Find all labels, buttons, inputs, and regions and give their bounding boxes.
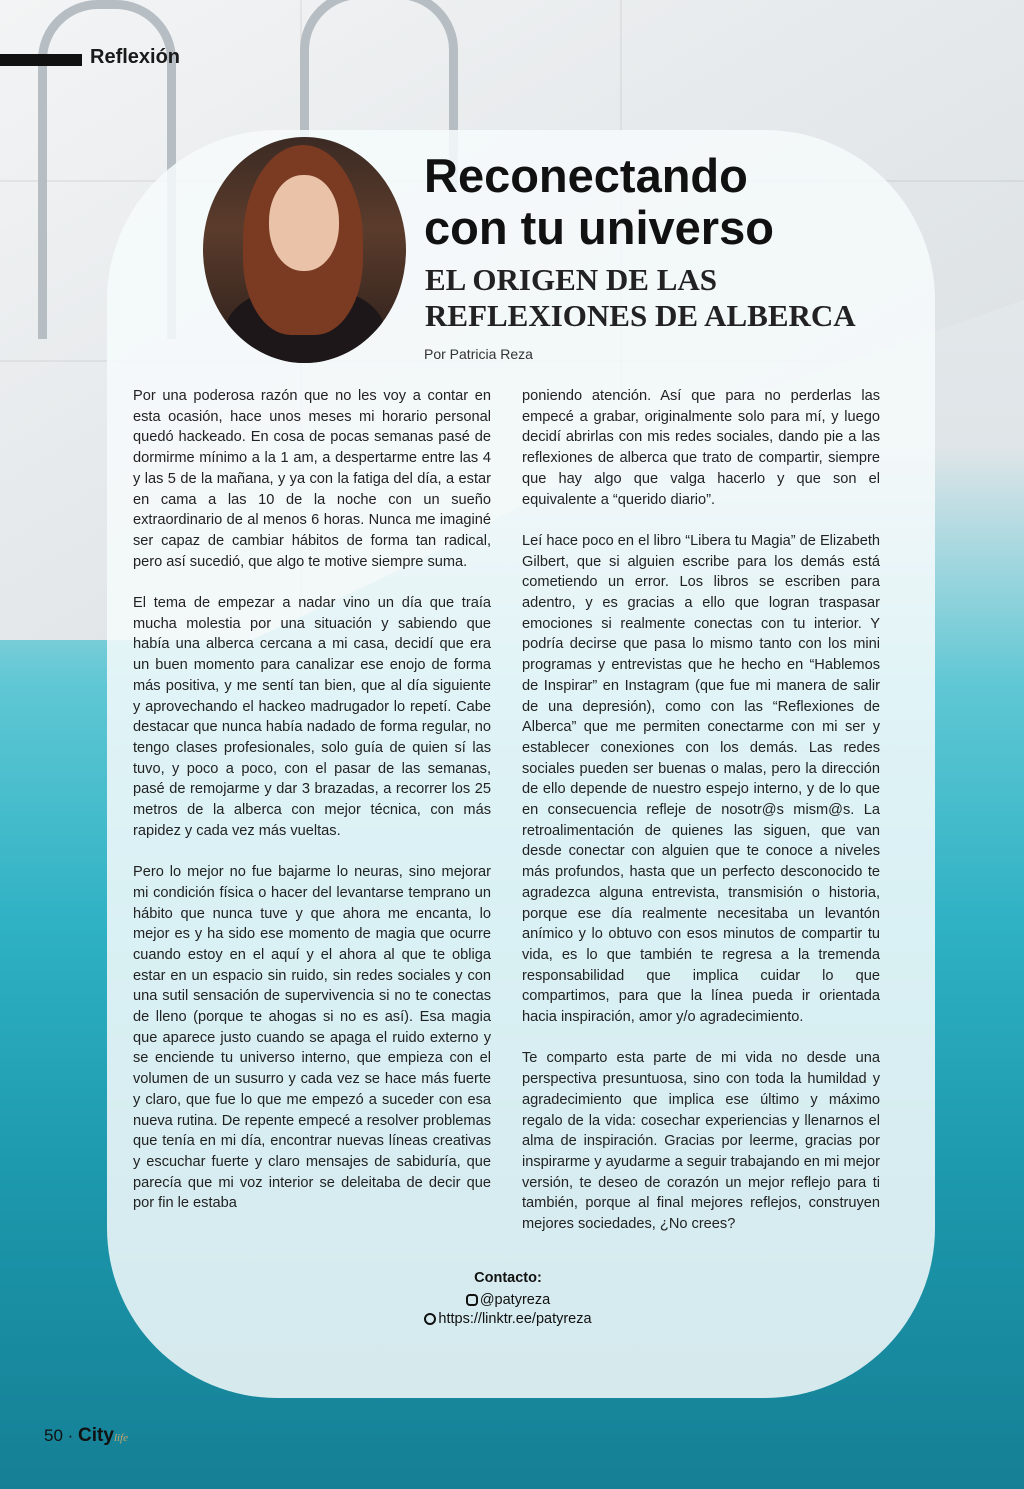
paragraph: Leí hace poco en el libro “Libera tu Magia” de Elizabeth Gilbert, que si alguien escribe para los demás está cometiendo un error. Los libros se escriben para adentro, y es gracias a ello que logran traspasar emociones si realmente conectas con tu interior. Y podría decirse que pasa lo mismo tanto con los mini programas y entrevistas que he hecho en “Hablemos de Inspirar” en Instagram (que fue mi manera de salir de una depresión), como con las “Reflexiones de Alberca” que me permiten conectarme con mi ser y establecer conexiones con los demás. Las redes sociales pueden ser buenas o malas, pero la dirección de ello depende de nuestro espejo interno, y de lo que en consecuencia refleje de nosotr@s mism@s. La retroalimentación de quienes las siguen, que van desde conectar con alguien que te conoce a niveles más profundos, hasta que un perfecto desconocido te agradezca alguna entrevista, transmisión o historia, porque ese día realmente necesitaba un levantón anímico y lo obtuvo con esos minutos de compartir tu vida, es lo que también te regresa a la tremenda responsabilidad que implica cuidar lo que compartimos, para que la línea pueda ir orientada hacia inspiración, amor y/o agradecimiento.	[522, 532, 880, 1026]
contact-heading: Contacto:	[474, 1270, 542, 1286]
paragraph: El tema de empezar a nadar vino un día que traía mucha molestia por una situación y sabiendo que había una alberca cercana a mi casa, decidí que era un buen momento para canalizar ese enojo de forma más positiva, y me sentí tan bien, que al día siguiente y aprovechando el hackeo madrugador lo repetí. Cabe destacar que nunca había nadado de forma regular, no tengo clases profesionales, solo guía de quien sí las tuvo, y poco a poco, con el pasar de las semanas, pasé de remojarme y dar 3 brazadas, a recorrer los 25 metros de la alberca con mejor técnica, con más rapidez y cada vez más vueltas.	[133, 595, 491, 839]
author-photo	[203, 137, 406, 363]
instagram-icon	[466, 1294, 478, 1306]
article-title: Reconectando con tu universo	[424, 149, 774, 254]
section-bar	[0, 54, 82, 66]
byline: Por Patricia Reza	[424, 346, 533, 362]
paragraph: Pero lo mejor no fue bajarme lo neuras, sino mejorar mi condición física o hacer del levantarse temprano un hábito que nunca tuve y que ahora me encanta, lo mejor es y ha sido ese momento de magia que ocurre cuando estoy en el aquí y el ahora al que te obliga estar en un espacio sin ruido, sin redes sociales y con una sutil sensación de supervivencia si no te conectas de lleno (porque te ahogas si no es así). Esa magia que aparece justo cuando se apaga el ruido externo y se enciende tu universo interno, que empieza con el volumen de un susurro y cada vez se hace más fuerte y claro, que fue lo que me empezó a suceder con esa nueva rutina. De repente empecé a resolver problemas que tenía en mi día, encontrar nuevas líneas creativas y escuchar fuerte y claro mensajes de sabiduría, que parecía que mi voz interior se deleitaba de decir que por fin le estaba	[133, 864, 491, 1212]
instagram-handle[interactable]: @patyreza	[479, 1292, 551, 1308]
text-column-right	[522, 386, 880, 1255]
contact-block	[408, 1270, 608, 1330]
globe-icon	[424, 1313, 436, 1325]
brand-suffix: life	[113, 1432, 128, 1444]
page-footer	[44, 1425, 128, 1447]
paragraph: poniendo atención. Así que para no perderlas las empecé a grabar, originalmente solo para mí, y luego decidí abrirlas con mis redes sociales, dando pie a las reflexiones de alberca que trato de compartir, siempre que hay algo que valga hacerlo y que son el equivalente a “querido diario”.	[522, 388, 880, 508]
instagram-row[interactable]	[408, 1292, 608, 1308]
section-label: Reflexión	[90, 46, 181, 68]
website-row[interactable]	[408, 1311, 608, 1327]
website-link[interactable]: https://linktr.ee/patyreza	[438, 1311, 592, 1327]
article-subtitle: EL ORIGEN DE LAS REFLEXIONES DE ALBERCA	[425, 262, 856, 333]
page-number: 50 ·	[44, 1426, 74, 1445]
brand-name: City	[78, 1425, 114, 1446]
paragraph: Te comparto esta parte de mi vida no desde una perspectiva presuntuosa, sino con toda la humildad y agradecimiento que implica ese último y máximo regalo de la vida: cosechar experiencias y llenarnos el alma de inspiración. Gracias por leerme, gracias por inspirarme y ayudarme a seguir trabajando en mi mejor versión, te deseo de corazón un mejor reflejo para ti también, porque al final mejores reflejos, construyen mejores sociedades, ¿No crees?	[522, 1050, 880, 1233]
paragraph: Por una poderosa razón que no les voy a contar en esta ocasión, hace unos meses mi horario personal quedó hackeado. En cosa de pocas semanas pasé de dormirme mínimo a la 1 am, a despertarme entre las 4 y las 5 de la mañana, y ya con la fatiga del día, a estar en cama a las 10 de la noche con un sueño extraordinario de al menos 6 horas. Nunca me imaginé ser capaz de cambiar hábitos de forma tan radical, pero así sucedió, que algo te motive siempre suma.	[133, 388, 491, 570]
text-column-left	[133, 386, 491, 1235]
